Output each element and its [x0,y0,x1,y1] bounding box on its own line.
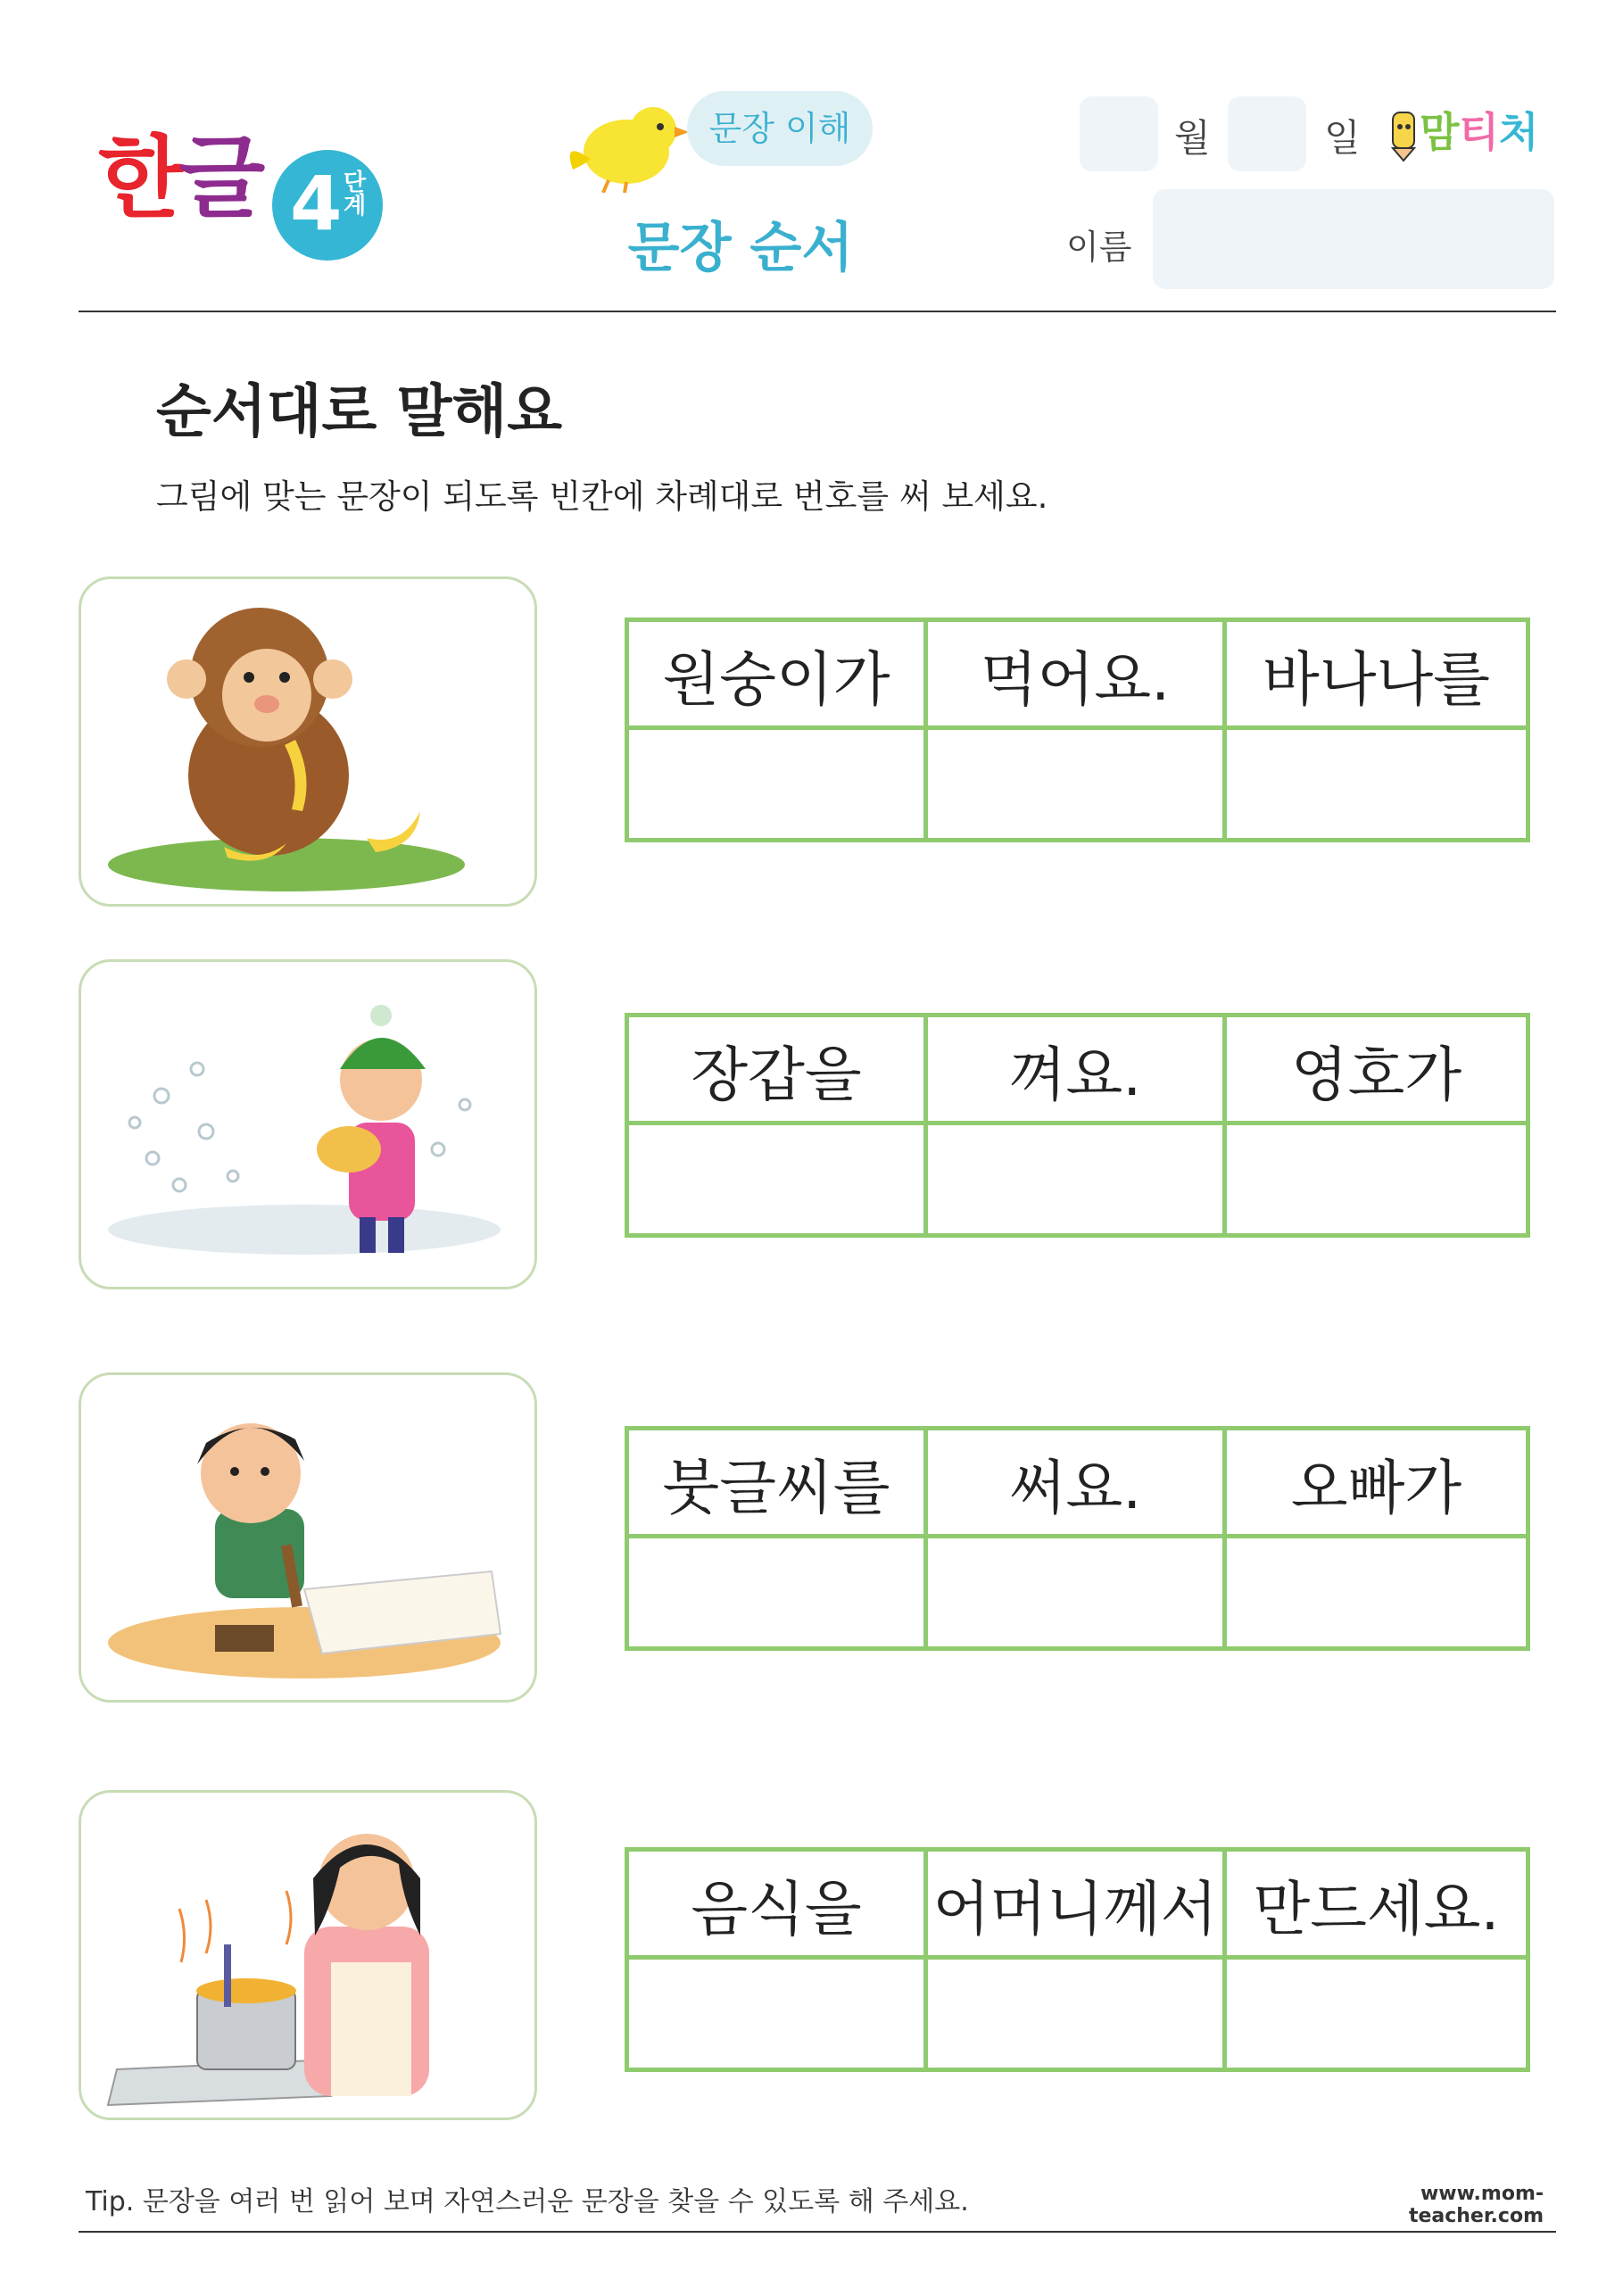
bird-icon [564,100,689,193]
exercise-4-picture [79,1790,537,2120]
hangul-logo [98,126,261,230]
footer-url[interactable]: www.mom-teacher.com [1408,2183,1544,2227]
answer-box[interactable] [629,1125,928,1233]
day-label: 일 [1324,116,1361,160]
exercise-3-picture [79,1372,537,1703]
footer-divider [79,2231,1556,2233]
page-subtitle: 문장 순서 [627,217,854,279]
boy-calligraphy-illustration [81,1375,534,1700]
answer-box[interactable] [629,1538,928,1646]
answer-box[interactable] [928,1538,1227,1646]
monkey-illustration [81,579,534,904]
exercise-1-picture [79,576,537,907]
answer-box[interactable] [1227,1960,1526,2068]
word-card: 원숭이가 [629,622,928,730]
exercise-2-grid [625,1013,1530,1238]
header-divider [79,311,1556,312]
word-card: 바나나를 [1227,622,1526,730]
logo-char-2: 글 [178,126,261,230]
word-card: 음식을 [629,1852,928,1960]
answer-box[interactable] [928,730,1227,838]
logo-char-1: 한 [98,126,179,230]
answer-box[interactable] [629,1960,928,2068]
word-card: 어머니께서 [928,1852,1227,1960]
name-input[interactable] [1153,189,1554,289]
exercise-4-grid [625,1847,1530,2072]
answer-box[interactable] [629,730,928,838]
answer-box[interactable] [1227,1538,1526,1646]
brand-char-3: 처 [1498,108,1539,156]
word-card: 만드세요. [1227,1852,1526,1960]
word-card: 붓글씨를 [629,1430,928,1538]
day-input[interactable] [1228,96,1306,171]
section-instruction: 그림에 맞는 문장이 되도록 빈칸에 차례대로 번호를 써 보세요. [156,477,1048,516]
section-title: 순서대로 말해요 [156,379,563,445]
answer-box[interactable] [928,1125,1227,1233]
level-badge [272,150,383,261]
level-number: 4 [290,160,343,247]
word-card: 영호가 [1227,1017,1526,1125]
exercise-3-grid [625,1426,1530,1651]
month-label: 월 [1174,116,1211,160]
word-card: 써요. [928,1430,1227,1538]
pencil-mascot-icon [1387,109,1420,162]
month-input[interactable] [1080,96,1158,171]
name-label: 이름 [1066,228,1132,267]
mother-cooking-illustration [81,1793,534,2118]
word-card: 오빠가 [1227,1430,1526,1538]
word-card: 껴요. [928,1017,1227,1125]
level-label: 단계 [339,170,366,216]
category-pill: 문장 이해 [687,91,873,166]
brand-logo [1387,100,1538,162]
exercise-1-grid [625,618,1530,842]
brand-char-1: 맘 [1420,108,1460,156]
child-gloves-illustration [81,962,534,1287]
footer-tip: Tip. 문장을 여러 번 읽어 보며 자연스러운 문장을 찾을 수 있도록 해 주세요. [86,2186,969,2217]
word-card: 먹어요. [928,622,1227,730]
answer-box[interactable] [928,1960,1227,2068]
answer-box[interactable] [1227,1125,1526,1233]
answer-box[interactable] [1227,730,1526,838]
brand-char-2: 티 [1459,108,1499,156]
word-card: 장갑을 [629,1017,928,1125]
exercise-2-picture [79,959,537,1289]
